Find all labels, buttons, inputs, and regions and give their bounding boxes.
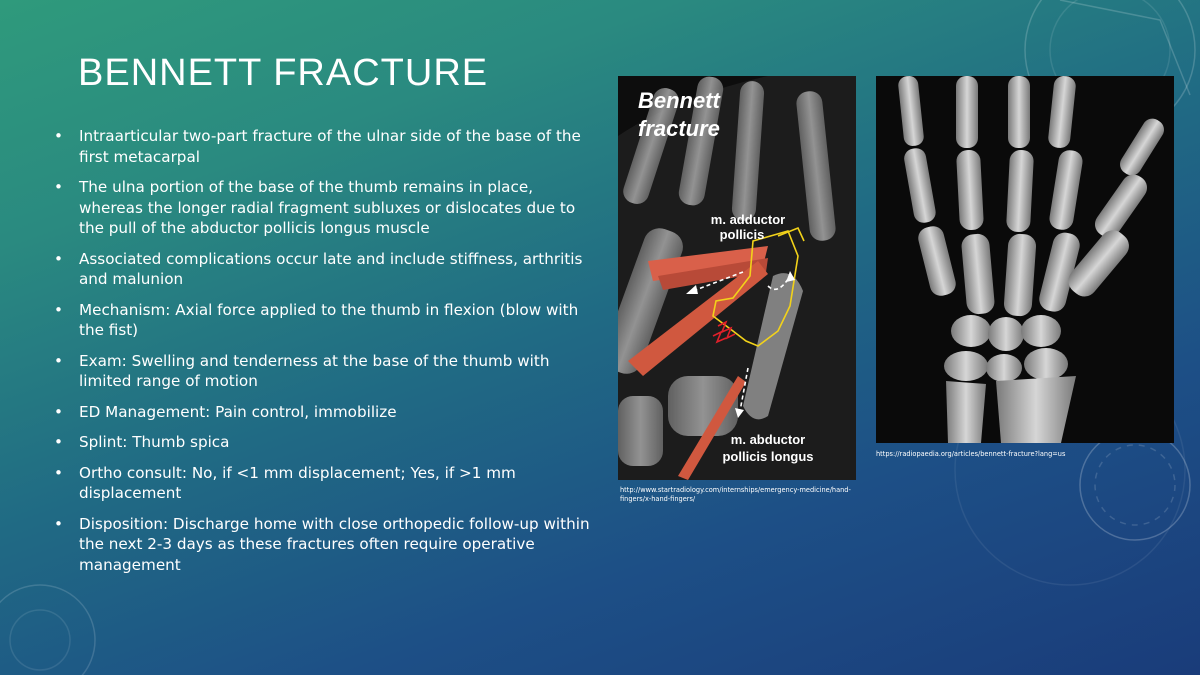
- bullet-text: Ortho consult: No, if <1 mm displacement; Yes, if >1 mm displacement: [79, 463, 516, 502]
- bullet-item: [54, 177, 599, 239]
- bullet-dot: •: [54, 463, 63, 482]
- bullet-dot: •: [54, 178, 63, 196]
- bullet-dot: •: [54, 351, 63, 370]
- bullet-text: Mechanism: Axial force applied to the thumb in flexion (blow with the fist): [79, 300, 579, 339]
- bullet-text: Disposition: Discharge home with close orthopedic follow-up within the next 2-3 days as these fractures often require operative management: [79, 514, 590, 574]
- bullet-item: [54, 300, 599, 341]
- bullet-text: ED Management: Pain control, immobilize: [79, 402, 397, 421]
- label-adductor: pollicis: [719, 227, 765, 242]
- bullet-dot: •: [54, 300, 63, 319]
- bullet-dot: •: [54, 514, 63, 533]
- bullet-item: [54, 249, 599, 290]
- label-abductor: pollicis longus: [722, 449, 814, 464]
- figure-title: fracture: [638, 116, 720, 141]
- bennett-fracture-diagram: [618, 76, 856, 480]
- bullet-item: [54, 402, 599, 423]
- bullet-item: [54, 432, 599, 453]
- bullet-text: Associated complications occur late and include stiffness, arthritis and malunion: [79, 249, 583, 288]
- bullet-dot: •: [54, 127, 63, 145]
- bullet-item: [54, 351, 599, 392]
- bullet-text: Splint: Thumb spica: [79, 433, 230, 451]
- figure-caption: https://radiopaedia.org/articles/bennett-fracture?lang=us: [876, 450, 1066, 458]
- bullet-item: [54, 126, 599, 167]
- figure-title: Bennett: [638, 88, 720, 113]
- label-adductor: m. adductor: [710, 212, 786, 227]
- bullet-dot: •: [54, 433, 63, 451]
- slide-title: BENNETT FRACTURE: [78, 52, 489, 94]
- bullet-item: [54, 514, 599, 576]
- bullet-item: [54, 463, 599, 504]
- bullet-text: Intraarticular two-part fracture of the ulnar side of the base of the first metacarpal: [79, 127, 581, 166]
- bullet-list: [54, 126, 599, 585]
- bullet-text: The ulna portion of the base of the thumb remains in place, whereas the longer radial fragment subluxes or dislocates due to the pull of the abductor pollicis longus muscle: [79, 178, 576, 237]
- bullet-dot: •: [54, 249, 63, 268]
- bullet-text: Exam: Swelling and tenderness at the base of the thumb with limited range of motion: [79, 351, 550, 390]
- bullet-dot: •: [54, 402, 63, 421]
- label-abductor: m. abductor: [730, 432, 806, 447]
- figure-caption: http://www.startradiology.com/internships/emergency-medicine/hand-fingers/x-hand-fingers/: [620, 486, 851, 503]
- hand-xray: [876, 76, 1174, 443]
